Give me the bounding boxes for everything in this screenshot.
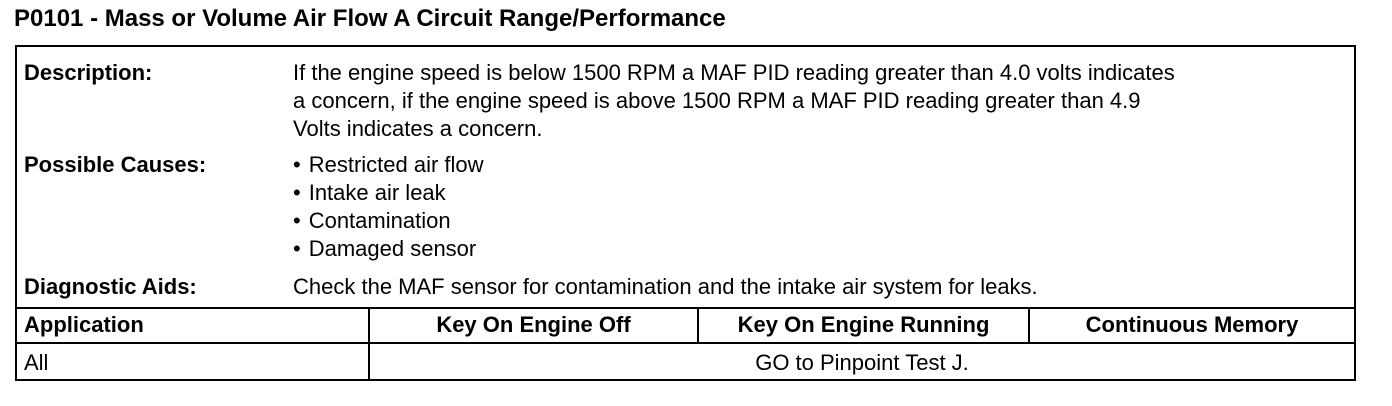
list-item: • Restricted air flow [293, 152, 484, 177]
column-header-continuous-memory: Continuous Memory [1085, 312, 1299, 337]
description-line: If the engine speed is below 1500 RPM a MAF PID reading greater than 4.0 volts indicates [293, 60, 1175, 85]
diagnostic-aids-label: Diagnostic Aids: [24, 274, 197, 299]
table-divider [17, 307, 1354, 309]
description-line: Volts indicates a concern. [293, 116, 543, 141]
description-line: a concern, if the engine speed is above 1500 RPM a MAF PID reading greater than 4.9 [293, 88, 1141, 113]
column-header-application: Application [24, 312, 144, 337]
dtc-info-box [15, 45, 1356, 381]
application-table [17, 307, 1354, 379]
description-label: Description: [24, 60, 153, 85]
description-text [293, 59, 1175, 143]
table-cell-application: All [24, 350, 49, 375]
list-item: • Intake air leak [293, 180, 446, 205]
table-divider [17, 342, 1354, 344]
column-header-koer: Key On Engine Running [737, 312, 990, 337]
table-cell-action: GO to Pinpoint Test J. [755, 350, 969, 375]
list-item: • Contamination [293, 208, 451, 233]
bullet-icon: • [293, 152, 301, 177]
page-title: P0101 - Mass or Volume Air Flow A Circuit Range/Performance [14, 5, 726, 32]
bullet-icon: • [293, 208, 301, 233]
bullet-icon: • [293, 236, 301, 261]
diagnostic-aids-text: Check the MAF sensor for contamination and the intake air system for leaks. [293, 274, 1038, 299]
bullet-icon: • [293, 180, 301, 205]
list-item: • Damaged sensor [293, 236, 477, 261]
possible-causes-label: Possible Causes: [24, 152, 207, 177]
column-header-koeo: Key On Engine Off [436, 312, 631, 337]
possible-causes-list [293, 151, 484, 263]
